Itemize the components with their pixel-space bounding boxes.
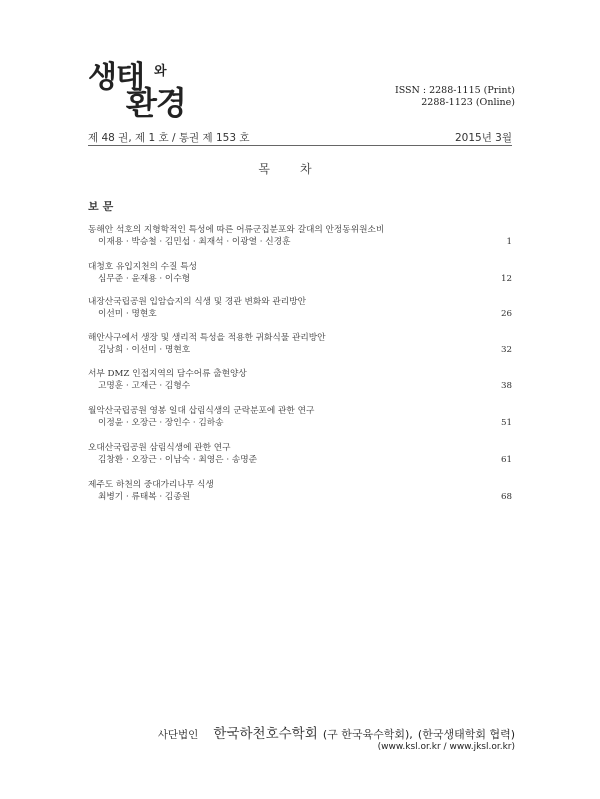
entry-title[interactable]: 대청호 유입지천의 수질 특성 [88, 262, 197, 272]
entry-title[interactable]: 오대산국립공원 삼림식생에 관한 연구 [88, 443, 231, 453]
entry-title[interactable]: 월악산국립공원 영봉 일대 삽림식생의 군락분포에 관한 연구 [88, 406, 315, 416]
entry-page: 26 [500, 309, 512, 319]
entry-title[interactable]: 서부 DMZ 인접지역의 담수어류 출현양상 [88, 369, 247, 379]
logo-line1-small: 와 [154, 64, 167, 79]
publisher-prefix: 사단법인 [157, 729, 199, 741]
entry-title[interactable]: 제주도 하천의 중대가리나무 식생 [88, 480, 214, 490]
entry-authors: 고명훈 · 고재근 · 김형수 [98, 381, 191, 391]
publisher-line [158, 722, 515, 742]
entry-authors: 이재용 · 박승철 · 김민섭 · 최재석 · 이광열 · 신경훈 [98, 237, 291, 247]
issn-print: ISSN : 2288-1115 (Print) [394, 85, 515, 96]
society-former-name: (구 한국육수학회), [322, 728, 413, 741]
issn-online: 2288-1123 (Online) [421, 97, 515, 108]
entry-authors: 최병기 · 류태복 · 김종원 [98, 492, 191, 502]
toc-entry[interactable] [88, 368, 512, 392]
society-urls[interactable]: (www.ksl.or.kr / www.jksl.or.kr) [377, 742, 515, 752]
toc-entry[interactable] [88, 332, 512, 356]
logo-line1: 생태 [88, 60, 144, 95]
entry-authors: 심무준 · 윤재용 · 이수형 [98, 274, 191, 284]
entry-authors: 이정윤 · 오장근 · 장인수 · 김하송 [98, 418, 224, 428]
toc-entry[interactable] [88, 224, 512, 248]
entry-page: 32 [500, 345, 512, 355]
section-heading: 보문 [88, 200, 118, 213]
entry-page: 68 [500, 492, 512, 502]
entry-title[interactable]: 해안사구에서 생장 및 생리적 특성을 적용한 귀화식물 관리방안 [88, 333, 326, 343]
issn-block [395, 85, 515, 109]
entry-authors: 김낭희 · 이선미 · 명현호 [98, 345, 191, 355]
society-partner: (한국생태학회 협력) [417, 728, 515, 741]
toc-title: 목차 [258, 162, 342, 176]
header-divider [88, 145, 512, 146]
toc-entry[interactable] [88, 261, 512, 285]
entry-page: 12 [500, 274, 512, 284]
entry-title[interactable]: 동해안 석호의 지형학적인 특성에 따른 어류군집분포와 갈대의 안정동위원소비 [88, 225, 385, 235]
toc-entry[interactable] [88, 296, 512, 320]
society-name: 한국하천호수학회 [213, 726, 318, 742]
logo-line2: 환경 [126, 84, 186, 122]
entry-authors: 이선미 · 명현호 [98, 309, 157, 319]
toc-entry[interactable] [88, 479, 512, 503]
entry-page: 51 [500, 418, 512, 428]
entry-page: 1 [506, 237, 512, 247]
journal-logo [88, 52, 228, 122]
entry-authors: 김창환 · 오장근 · 이남숙 · 최영은 · 송명준 [98, 455, 258, 465]
entry-title[interactable]: 내장산국립공원 입암습지의 식생 및 경관 변화와 관리방안 [88, 297, 306, 307]
volume-info: 제 48 권, 제 1 호 / 통권 제 153 호 [88, 132, 250, 144]
entry-page: 61 [500, 455, 512, 465]
toc-entry[interactable] [88, 405, 512, 429]
toc-entry[interactable] [88, 442, 512, 466]
entry-page: 38 [500, 381, 512, 391]
issue-date: 2015년 3월 [454, 132, 512, 144]
